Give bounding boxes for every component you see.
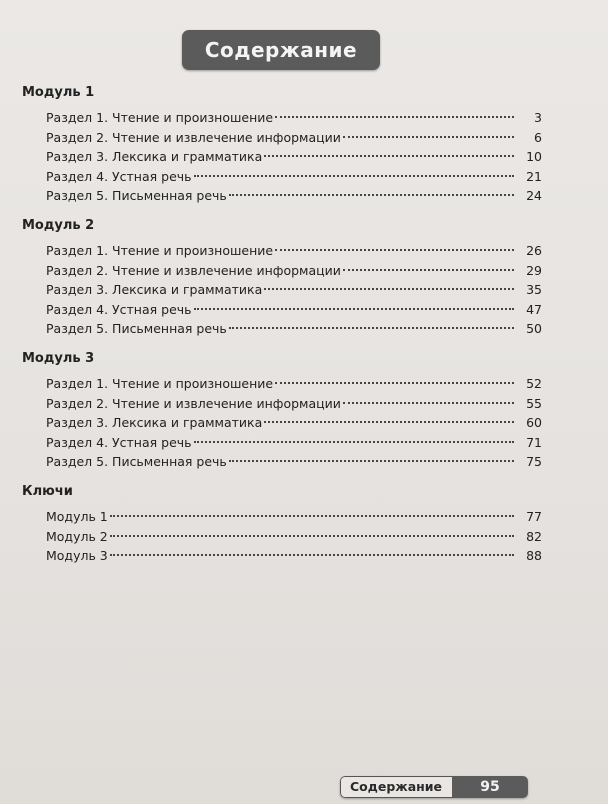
- dot-leader: [343, 269, 514, 271]
- toc-entry: [22, 241, 542, 261]
- toc-entry: [22, 261, 542, 281]
- toc-section-keys: [22, 483, 542, 566]
- toc-entry: [22, 507, 542, 527]
- entry-label: Раздел 2. Чтение и извлечение информации: [46, 129, 341, 145]
- page-number: 95: [452, 776, 528, 798]
- dot-leader: [275, 382, 514, 384]
- section-heading: Модуль 3: [22, 350, 95, 366]
- toc-entry: [22, 300, 542, 320]
- footer-section-label: Содержание: [340, 776, 452, 798]
- footer-running-head: [340, 776, 528, 798]
- entry-page-number: 24: [526, 188, 542, 204]
- toc-entry: [22, 147, 542, 167]
- section-entries: [22, 108, 542, 206]
- dot-leader: [194, 308, 514, 310]
- toc-entry: [22, 128, 542, 148]
- dot-leader: [264, 288, 514, 290]
- entry-label: Раздел 1. Чтение и произношение: [46, 110, 274, 125]
- dot-leader: [110, 515, 514, 517]
- entry-page-number: 52: [526, 375, 542, 391]
- entry-page-number: 21: [526, 168, 542, 184]
- section-entries: [22, 374, 542, 472]
- entry-label: Модуль 1: [46, 508, 108, 524]
- entry-label: Раздел 3. Лексика и грамматика: [46, 282, 263, 298]
- entry-page-number: 3: [534, 110, 542, 125]
- entry-page-number: 29: [526, 262, 542, 278]
- section-heading: Модуль 1: [22, 85, 95, 100]
- dot-leader: [229, 327, 514, 329]
- toc-entry: [22, 394, 542, 414]
- dot-leader: [343, 402, 514, 404]
- entry-label: Модуль 2: [46, 528, 108, 544]
- entry-page-number: 10: [526, 149, 542, 165]
- entry-label: Раздел 4. Устная речь: [46, 301, 192, 317]
- table-of-contents: [22, 84, 542, 566]
- toc-entry: [22, 413, 542, 433]
- entry-page-number: 75: [526, 454, 542, 470]
- entry-label: Модуль 3: [46, 548, 108, 564]
- toc-entry: [22, 527, 542, 547]
- toc-entry: [22, 186, 542, 206]
- dot-leader: [194, 441, 514, 443]
- entry-label: Раздел 5. Письменная речь: [46, 454, 227, 470]
- entry-page-number: 47: [526, 301, 542, 317]
- entry-page-number: 82: [526, 528, 542, 544]
- section-entries: [22, 241, 542, 339]
- entry-page-number: 88: [526, 548, 542, 564]
- toc-entry: [22, 280, 542, 300]
- entry-page-number: 50: [526, 321, 542, 337]
- toc-entry: [22, 452, 542, 472]
- dot-leader: [229, 460, 514, 462]
- dot-leader: [343, 136, 514, 138]
- entry-page-number: 35: [526, 282, 542, 298]
- dot-leader: [229, 194, 514, 196]
- entry-page-number: 26: [526, 242, 542, 258]
- section-heading: Ключи: [22, 483, 73, 499]
- entry-label: Раздел 4. Устная речь: [46, 168, 192, 184]
- toc-section-module-2: [22, 217, 542, 339]
- toc-entry: [22, 319, 542, 339]
- dot-leader: [264, 421, 514, 423]
- section-entries: [22, 507, 542, 566]
- entry-label: Раздел 3. Лексика и грамматика: [46, 149, 263, 165]
- entry-page-number: 60: [526, 415, 542, 431]
- toc-entry: [22, 546, 542, 566]
- dot-leader: [110, 535, 514, 537]
- entry-label: Раздел 5. Письменная речь: [46, 321, 227, 337]
- entry-page-number: 77: [526, 508, 542, 524]
- toc-section-module-1: [22, 84, 542, 206]
- dot-leader: [110, 554, 514, 556]
- entry-label: Раздел 3. Лексика и грамматика: [46, 415, 263, 431]
- dot-leader: [264, 155, 514, 157]
- toc-entry: [22, 433, 542, 453]
- title-banner: [182, 30, 380, 70]
- entry-label: Раздел 5. Письменная речь: [46, 188, 227, 204]
- page-title: Содержание: [204, 38, 358, 62]
- entry-page-number: 6: [534, 129, 542, 145]
- section-heading: Модуль 2: [22, 217, 95, 233]
- entry-page-number: 71: [526, 434, 542, 450]
- dot-leader: [275, 249, 514, 251]
- toc-entry: [22, 108, 542, 128]
- dot-leader: [275, 116, 514, 118]
- entry-label: Раздел 4. Устная речь: [46, 434, 192, 450]
- entry-label: Раздел 2. Чтение и извлечение информации: [46, 262, 341, 278]
- entry-label: Раздел 1. Чтение и произношение: [46, 242, 274, 258]
- toc-section-module-3: [22, 350, 542, 472]
- toc-entry: [22, 167, 542, 187]
- dot-leader: [194, 175, 514, 177]
- entry-label: Раздел 1. Чтение и произношение: [46, 375, 274, 391]
- toc-entry: [22, 374, 542, 394]
- entry-page-number: 55: [526, 395, 542, 411]
- entry-label: Раздел 2. Чтение и извлечение информации: [46, 395, 341, 411]
